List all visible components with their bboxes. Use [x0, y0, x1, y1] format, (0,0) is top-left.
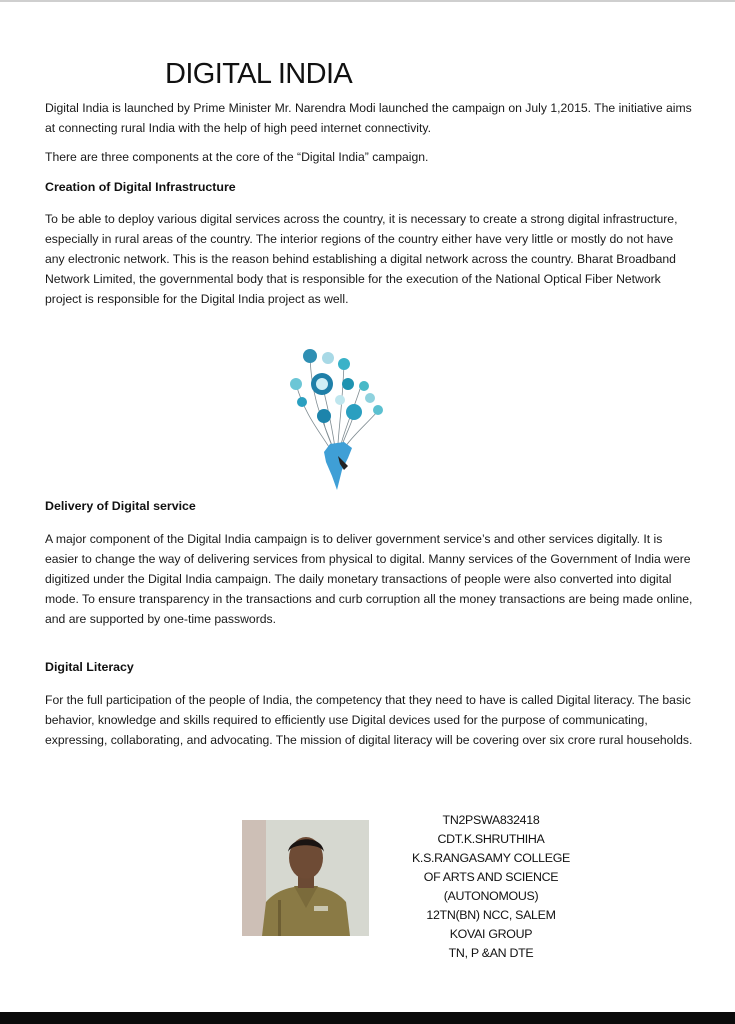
page-title: DIGITAL INDIA: [165, 58, 353, 90]
cadet-portrait-photo: [242, 820, 369, 936]
ncc-directorate: TN, P &AN DTE: [448, 946, 534, 960]
college-line-3: (AUTONOMOUS): [443, 889, 539, 903]
components-paragraph: There are three components at the core of the “Digital India” campaign.: [45, 150, 429, 164]
cadet-id: TN2PSWA832418: [442, 813, 540, 827]
bottom-border: [0, 1012, 735, 1024]
college-line-2: OF ARTS AND SCIENCE: [423, 870, 559, 884]
section-heading-delivery: Delivery of Digital service: [45, 499, 196, 513]
ncc-unit: 12TN(BN) NCC, SALEM: [426, 908, 556, 922]
section-heading-infrastructure: Creation of Digital Infrastructure: [45, 180, 236, 194]
cadet-signature-block: [396, 811, 586, 963]
ncc-group: KOVAI GROUP: [449, 927, 533, 941]
section-heading-literacy: Digital Literacy: [45, 660, 134, 674]
india-map-network-icon: [282, 344, 394, 496]
section-body-infrastructure: To be able to deploy various digital services across the country, it is necessary to create a strong digital infrastructure, especially in rural areas of the country. The interior regions of the country either have very little or mostly do not have any electronic network. This is the reason behind establishing a digital network across the country. Bharat Broadband Network Limited, the governmental body that is responsible for the execution of the National Optical Fiber Network project is responsible for the Digital India project as well.: [45, 212, 678, 306]
cadet-name: CDT.K.SHRUTHIHA: [437, 832, 545, 846]
top-border: [0, 0, 735, 2]
section-body-delivery: A major component of the Digital India campaign is to deliver government service’s and other services digitally. It is easier to change the way of delivering services from physical to digital. Manny services of the Government of India were digitized under the Digital India campaign. The daily monetary transactions of people were also converted into digital mode. To ensure transparency in the transactions and curb corruption all the money transactions are being made online, and are supported by one-time passwords.: [45, 532, 693, 626]
section-body-literacy: For the full participation of the people of India, the competency that they need to have is called Digital literacy. The basic behavior, knowledge and skills required to efficiently use Digital devices used for the purpose of communicating, expressing, collaborating, and advocating. The mission of digital literacy will be covering over six crore rural households.: [45, 693, 693, 747]
intro-paragraph: Digital India is launched by Prime Minister Mr. Narendra Modi launched the campaign on July 1,2015. The initiative aims at connecting rural India with the help of high peed internet connectivity.: [45, 101, 692, 135]
college-line-1: K.S.RANGASAMY COLLEGE: [411, 851, 571, 865]
